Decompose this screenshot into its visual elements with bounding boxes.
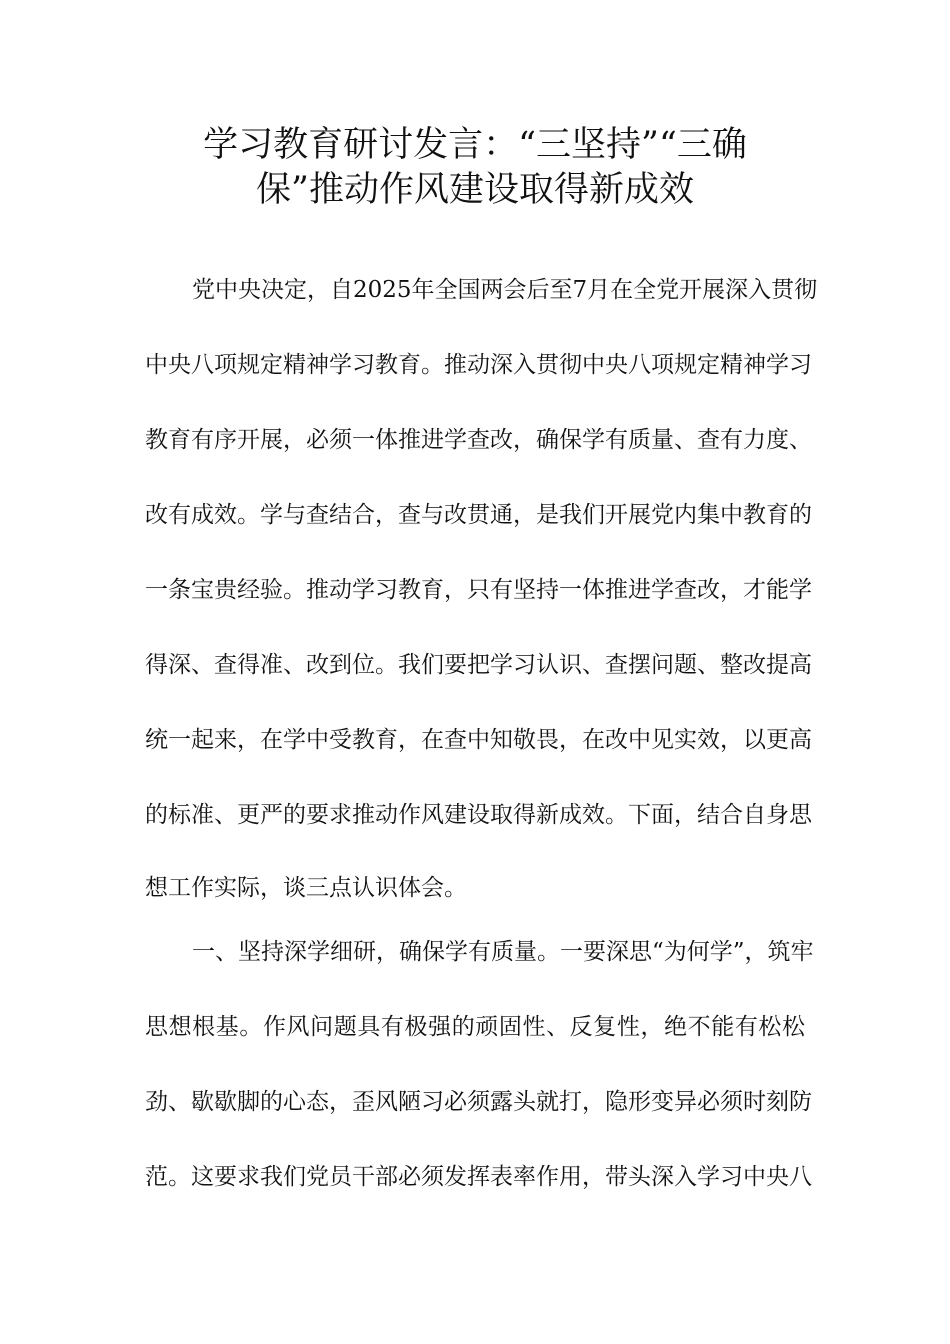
text-line: 中央八项规定精神学习教育。推动深入贯彻中央八项规定精神学习: [145, 352, 812, 378]
text-line: 的标准、更严的要求推动作风建设取得新成效。下面，结合自身思: [145, 802, 812, 828]
text-line: 统一起来，在学中受教育，在查中知敬畏，在改中见实效，以更高: [145, 727, 812, 753]
text-line: 范。这要求我们党员干部必须发挥表率作用，带头深入学习中央八: [145, 1164, 812, 1190]
text-line: 党中央决定，自2025年全国两会后至7月在全党开展深入贯彻: [192, 277, 818, 303]
document-title-line-2: 保”推动作风建设取得新成效: [256, 170, 694, 210]
text-line: 劲、歇歇脚的心态，歪风陋习必须露头就打，隐形变异必须时刻防: [145, 1089, 812, 1115]
text-line: 想工作实际，谈三点认识体会。: [145, 875, 467, 901]
text-line: 教育有序开展，必须一体推进学查改，确保学有质量、查有力度、: [145, 427, 812, 453]
text-line: 得深、查得准、改到位。我们要把学习认识、查摆问题、整改提高: [145, 652, 812, 678]
text-line: 思想根基。作风问题具有极强的顽固性、反复性，绝不能有松松: [145, 1014, 805, 1040]
text-line: 一条宝贵经验。推动学习教育，只有坚持一体推进学查改，才能学: [145, 577, 812, 603]
text-line: 一、坚持深学细研，确保学有质量。一要深思“为何学”，筑牢: [192, 939, 814, 965]
document-title-line-1: 学习教育研讨发言：“三坚持”“三确: [203, 125, 747, 165]
text-line: 改有成效。学与查结合，查与改贯通，是我们开展党内集中教育的: [145, 502, 812, 528]
